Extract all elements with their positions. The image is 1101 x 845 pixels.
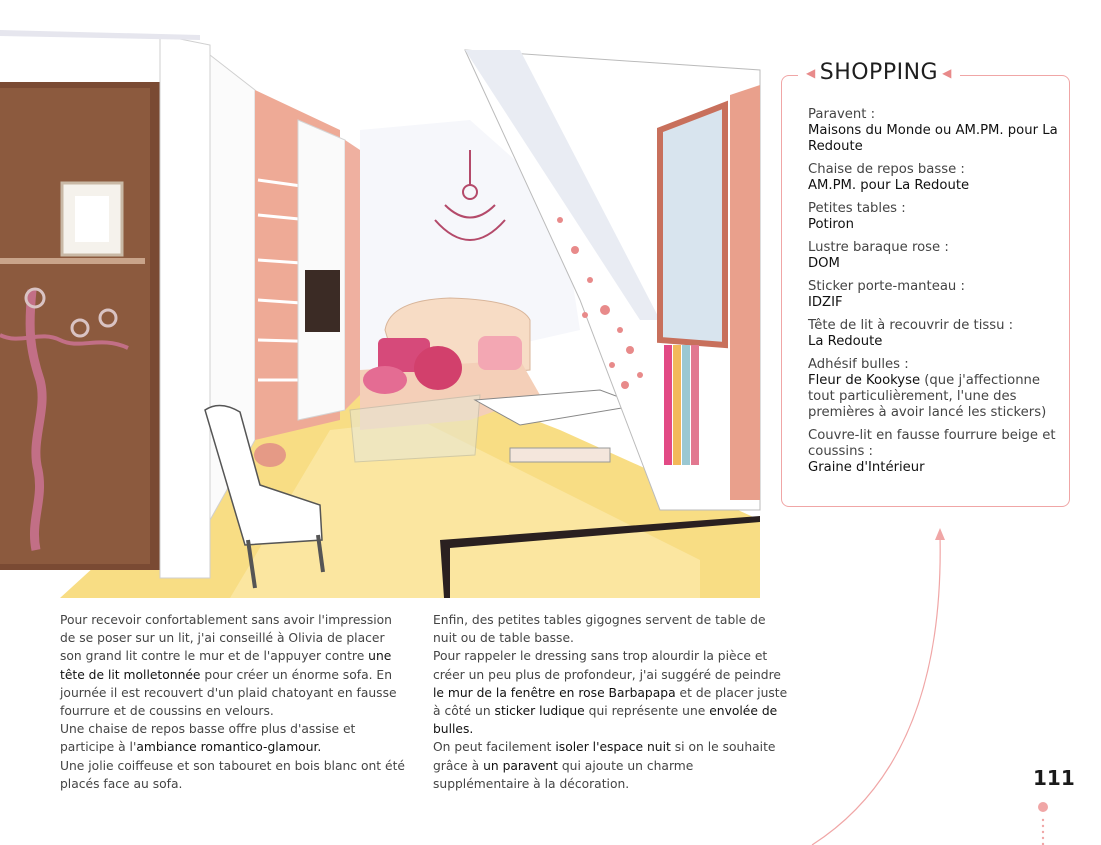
highlight-text: une tête de lit molletonnée (60, 649, 392, 682)
shopping-item-label: Petites tables : (808, 201, 906, 216)
shopping-item-label: Tête de lit à recouvrir de tissu : (808, 318, 1014, 333)
body-text: Pour rappeler le dressing sans trop alourdir la pièce et créer un peu plus de profondeur, j'ai suggéré de peindre (433, 649, 781, 682)
body-text: si on le souhaite grâce à (433, 740, 776, 773)
highlight-text: un paravent (483, 758, 558, 773)
shopping-item-value: Maisons du Monde ou AM.PM. pour La Redoute (808, 123, 1058, 154)
shopping-item-value: Graine d'Intérieur (808, 460, 925, 475)
highlight-text: ambiance romantico-glamour. (136, 740, 322, 755)
arrow-left-icon: ◀ (942, 65, 952, 80)
shopping-item-label: Chaise de repos basse : (808, 162, 965, 177)
shopping-item-label: Paravent : (808, 107, 876, 122)
body-text: Pour recevoir confortablement sans avoir l'impression de se poser sur un lit, j'ai conseillé à Olivia de placer son grand lit contre le mur et de l'appuyer contre (60, 613, 392, 664)
body-text: qui représente une (584, 704, 710, 719)
body-text: pour créer un énorme sofa. En journée il est recouvert d'un plaid chatoyant en fausse fourrure et de coussins en velours. (60, 667, 397, 719)
body-text-column-2 (433, 611, 793, 793)
shopping-item-label: Lustre baraque rose : (808, 240, 949, 255)
shopping-item (808, 162, 1063, 194)
shopping-item-value: IDZIF (808, 295, 843, 310)
shopping-item-value: AM.PM. pour La Redoute (808, 178, 970, 193)
body-text: Une chaise de repos basse offre plus d'assise et participe à l' (60, 722, 356, 755)
body-text: Une jolie coiffeuse et son tabouret en bois blanc ont été placés face au sofa. (60, 758, 405, 791)
arrow-right-icon: ◀ (806, 65, 816, 80)
highlight-text: envolée de bulles. (433, 704, 778, 737)
shopping-item (808, 240, 1063, 272)
shopping-list (808, 107, 1063, 483)
shopping-item-value: DOM (808, 256, 840, 271)
body-text: qui ajoute un charme supplémentaire à la décoration. (433, 758, 694, 791)
shopping-item-label: Adhésif bulles : (808, 357, 909, 372)
shopping-item (808, 201, 1063, 233)
shopping-item-label: Couvre-lit en fausse fourrure beige et coussins : (808, 428, 1056, 459)
partition-wall (160, 35, 210, 578)
shopping-title-text: SHOPPING (819, 60, 939, 85)
shopping-item (808, 357, 1063, 421)
body-text: On peut facilement (433, 740, 556, 755)
shopping-item (808, 428, 1063, 476)
highlight-text: le mur de la fenêtre en rose Barbapapa (433, 685, 676, 700)
shopping-item (808, 318, 1063, 350)
shopping-item-value: Fleur de Kookyse (808, 373, 921, 388)
shopping-item-note: (que j'affectionne tout particulièrement, l'une des premières à avoir lancé les stickers) (808, 373, 1047, 420)
body-text: et de placer juste à côté un (433, 685, 788, 719)
body-text-column-1 (60, 611, 410, 793)
shopping-item (808, 279, 1063, 311)
tv (305, 270, 340, 332)
page-number: 111 (1033, 766, 1075, 790)
highlight-text: sticker ludique (494, 704, 585, 719)
shopping-item-value: La Redoute (808, 334, 883, 349)
window (660, 105, 725, 345)
shopping-item-label: Sticker porte-manteau : (808, 279, 965, 294)
shopping-item-value: Potiron (808, 217, 854, 232)
shopping-item (808, 107, 1063, 155)
highlight-text: isoler l'espace nuit (555, 740, 671, 755)
shopping-title (798, 60, 960, 85)
body-text: Enfin, des petites tables gigognes servent de table de nuit ou de table basse. (433, 613, 766, 646)
